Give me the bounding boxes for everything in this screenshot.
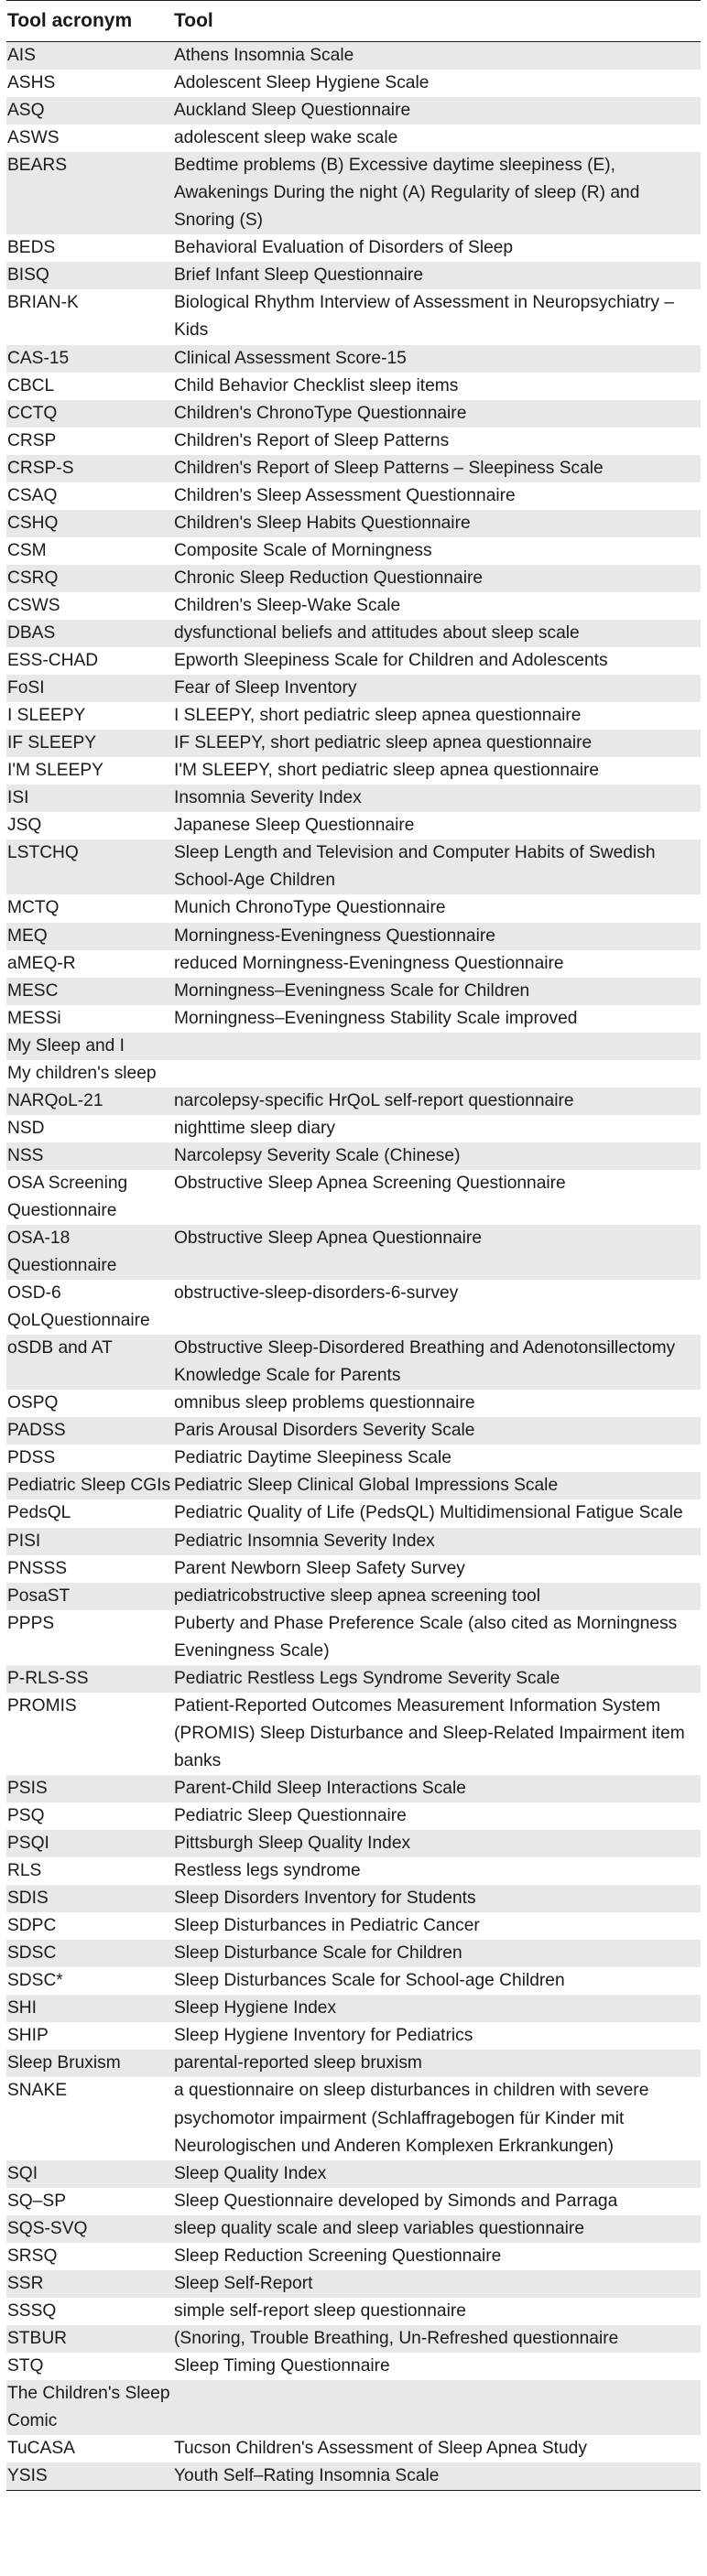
cell-tool: Auckland Sleep Questionnaire — [174, 101, 411, 121]
cell-acronym: PosaST — [7, 1586, 71, 1606]
cell-tool: Sleep Length and Television and Computer Habits of Swedish School-Age Children — [174, 843, 656, 891]
table-row — [6, 2380, 701, 2435]
table-row — [6, 1005, 701, 1033]
table-row — [6, 2022, 701, 2050]
cell-acronym: CSM — [7, 540, 47, 560]
cell-tool: Sleep Hygiene Inventory for Pediatrics — [174, 2026, 473, 2046]
cell-tool: Children's Sleep Assessment Questionnaire — [174, 485, 516, 505]
cell-tool: Children's Report of Sleep Patterns – Sleepiness Scale — [174, 458, 604, 478]
table-row — [6, 1390, 701, 1417]
cell-acronym: STBUR — [7, 2328, 68, 2348]
table-row — [6, 1775, 701, 1802]
cell-acronym: PROMIS — [7, 1695, 77, 1716]
table-row — [6, 2160, 701, 2188]
table-row — [6, 97, 701, 124]
cell-tool: I'M SLEEPY, short pediatric sleep apnea questionnaire — [174, 761, 600, 781]
cell-acronym: BEDS — [7, 238, 56, 258]
cell-acronym: IF SLEEPY — [7, 733, 97, 753]
table-row — [6, 124, 701, 152]
cell-tool: Pediatric Daytime Sleepiness Scale — [174, 1448, 451, 1468]
cell-tool: Fear of Sleep Inventory — [174, 678, 357, 698]
cell-acronym: CRSP-S — [7, 458, 74, 478]
cell-tool: Sleep Self-Report — [174, 2273, 313, 2293]
cell-acronym: My children's sleep — [7, 1063, 157, 1083]
cell-acronym: STQ — [7, 2355, 44, 2376]
cell-tool: adolescent sleep wake scale — [174, 128, 398, 148]
table-row — [6, 757, 701, 785]
table-row — [6, 1088, 701, 1115]
cell-tool: Parent-Child Sleep Interactions Scale — [174, 1778, 466, 1798]
cell-acronym: Pediatric Sleep CGIs — [7, 1476, 171, 1496]
table-row — [6, 785, 701, 812]
cell-tool: a questionnaire on sleep disturbances in children with severe psychomotor impairment (Schlaffragebogen für Kinder mit Neurologischen und Anderen Komplexen Erkrankungen) — [174, 2081, 649, 2156]
cell-tool: Behavioral Evaluation of Disorders of Sleep — [174, 238, 514, 258]
table-row — [6, 1417, 701, 1445]
cell-tool: Epworth Sleepiness Scale for Children and Adolescents — [174, 651, 608, 671]
table-row — [6, 345, 701, 373]
table-row — [6, 289, 701, 344]
cell-tool: Clinical Assessment Score-15 — [174, 348, 407, 368]
cell-acronym: SDIS — [7, 1889, 49, 1909]
table-row — [6, 1170, 701, 1225]
cell-tool: simple self-report sleep questionnaire — [174, 2300, 466, 2321]
table-row — [6, 620, 701, 647]
cell-acronym: CSWS — [7, 595, 60, 615]
cell-tool: Sleep Disturbance Scale for Children — [174, 1943, 462, 1964]
cell-acronym: aMEQ-R — [7, 953, 76, 973]
cell-acronym: SQ–SP — [7, 2191, 66, 2211]
cell-tool: Tucson Children's Assessment of Sleep Apnea Study — [174, 2439, 587, 2459]
table-row — [6, 42, 701, 70]
table-row — [6, 950, 701, 978]
cell-acronym: NSS — [7, 1145, 44, 1165]
cell-acronym: P-RLS-SS — [7, 1668, 89, 1688]
table-row — [6, 2353, 701, 2380]
table-row — [6, 2215, 701, 2243]
table-row — [6, 839, 701, 894]
cell-tool: Child Behavior Checklist sleep items — [174, 375, 459, 395]
cell-tool: Sleep Disorders Inventory for Students — [174, 1889, 476, 1909]
cell-tool: Sleep Hygiene Index — [174, 1998, 337, 2019]
cell-acronym: OSD-6 QoLQuestionnaire — [7, 1283, 150, 1331]
table-row — [6, 1967, 701, 1995]
cell-acronym: ISI — [7, 788, 29, 808]
cell-acronym: BISQ — [7, 265, 49, 286]
table-row — [6, 2050, 701, 2077]
table-row — [6, 730, 701, 757]
table-row — [6, 1528, 701, 1555]
cell-acronym: MESC — [7, 980, 59, 1001]
cell-acronym: CSAQ — [7, 485, 58, 505]
cell-tool: sleep quality scale and sleep variables questionnaire — [174, 2218, 584, 2238]
cell-tool: Restless legs syndrome — [174, 1861, 361, 1881]
table-row — [6, 2188, 701, 2215]
table-row — [6, 1885, 701, 1912]
cell-acronym: PNSSS — [7, 1558, 68, 1578]
table-row — [6, 2243, 701, 2270]
cell-acronym: PedsQL — [7, 1503, 71, 1523]
cell-acronym: BEARS — [7, 156, 68, 176]
cell-acronym: ASQ — [7, 101, 45, 121]
cell-tool: Japanese Sleep Questionnaire — [174, 816, 415, 836]
cell-tool: Sleep Quality Index — [174, 2163, 327, 2183]
cell-tool: dysfunctional beliefs and attitudes about sleep scale — [174, 622, 580, 643]
bottom-rule — [6, 2490, 701, 2491]
cell-acronym: JSQ — [7, 816, 42, 836]
cell-tool: Pittsburgh Sleep Quality Index — [174, 1834, 411, 1854]
cell-tool: Youth Self–Rating Insomnia Scale — [174, 2466, 440, 2486]
cell-acronym: NARQoL-21 — [7, 1090, 103, 1110]
cell-acronym: SDPC — [7, 1916, 57, 1936]
cell-tool: Children's Report of Sleep Patterns — [174, 430, 450, 450]
cell-tool: Obstructive Sleep Apnea Screening Questionnaire — [174, 1173, 566, 1193]
cell-acronym: LSTCHQ — [7, 843, 79, 863]
table-row — [6, 1280, 701, 1335]
table-header — [6, 1, 701, 41]
cell-acronym: PISI — [7, 1531, 41, 1551]
cell-acronym: MCTQ — [7, 898, 60, 918]
table-row — [6, 152, 701, 234]
table-row — [6, 1060, 701, 1088]
cell-tool: Obstructive Sleep-Disordered Breathing and Adenotonsillectomy Knowledge Scale for Parents — [174, 1338, 676, 1386]
cell-acronym: PADSS — [7, 1421, 66, 1441]
table-row — [6, 1830, 701, 1857]
table-row — [6, 1610, 701, 1665]
cell-acronym: ASWS — [7, 128, 60, 148]
cell-acronym: NSD — [7, 1118, 45, 1138]
table-row — [6, 894, 701, 922]
cell-tool: Puberty and Phase Preference Scale (also cited as Morningness Eveningness Scale) — [174, 1613, 678, 1661]
cell-tool: Brief Infant Sleep Questionnaire — [174, 265, 423, 286]
cell-acronym: YSIS — [7, 2466, 48, 2486]
cell-acronym: SHIP — [7, 2026, 49, 2046]
cell-tool: Chronic Sleep Reduction Questionnaire — [174, 568, 484, 588]
table-row — [6, 2270, 701, 2298]
table-row — [6, 400, 701, 428]
cell-tool: IF SLEEPY, short pediatric sleep apnea questionnaire — [174, 733, 593, 753]
cell-tool: nighttime sleep diary — [174, 1118, 335, 1138]
table-row — [6, 647, 701, 675]
table-row — [6, 1912, 701, 1940]
cell-tool: Sleep Reduction Screening Questionnaire — [174, 2246, 502, 2266]
cell-acronym: SQI — [7, 2163, 38, 2183]
cell-tool: Children's Sleep-Wake Scale — [174, 595, 401, 615]
table-row — [6, 565, 701, 592]
table-row — [6, 2325, 701, 2353]
cell-acronym: SQS-SVQ — [7, 2218, 88, 2238]
cell-tool: Pediatric Restless Legs Syndrome Severity Scale — [174, 1668, 560, 1688]
cell-tool: Morningness–Eveningness Stability Scale improved — [174, 1008, 578, 1028]
cell-acronym: CSHQ — [7, 513, 59, 533]
table-row — [6, 1583, 701, 1610]
cell-tool: Sleep Questionnaire developed by Simonds and Parraga — [174, 2191, 618, 2211]
cell-acronym: ASHS — [7, 73, 56, 93]
cell-acronym: My Sleep and I — [7, 1035, 125, 1055]
table-row — [6, 373, 701, 400]
cell-acronym: RLS — [7, 1861, 42, 1881]
table-row — [6, 1115, 701, 1142]
cell-acronym: SDSC — [7, 1943, 57, 1964]
table-row — [6, 2077, 701, 2159]
cell-tool: narcolepsy-specific HrQoL self-report questionnaire — [174, 1090, 574, 1110]
table-row — [6, 1665, 701, 1693]
cell-tool: Sleep Disturbances Scale for School-age Children — [174, 1971, 565, 1991]
cell-acronym: SSR — [7, 2273, 44, 2293]
cell-tool: (Snoring, Trouble Breathing, Un-Refreshed questionnaire — [174, 2328, 619, 2348]
cell-acronym: PPPS — [7, 1613, 55, 1633]
table-row — [6, 592, 701, 620]
table-row — [6, 2298, 701, 2325]
cell-acronym: SHI — [7, 1998, 37, 2019]
cell-tool: Pediatric Quality of Life (PedsQL) Multidimensional Fatigue Scale — [174, 1503, 683, 1523]
cell-acronym: MESSi — [7, 1008, 61, 1028]
cell-tool: Children's Sleep Habits Questionnaire — [174, 513, 471, 533]
table-row — [6, 234, 701, 262]
cell-tool: Munich ChronoType Questionnaire — [174, 898, 446, 918]
table-row — [6, 812, 701, 839]
table-body — [6, 42, 701, 2490]
table-row — [6, 455, 701, 482]
cell-tool: Pediatric Sleep Clinical Global Impressions Scale — [174, 1476, 559, 1496]
table-row — [6, 482, 701, 510]
table-row — [6, 510, 701, 537]
table-row — [6, 1499, 701, 1527]
cell-acronym: MEQ — [7, 925, 48, 946]
cell-acronym: Sleep Bruxism — [7, 2053, 121, 2073]
cell-acronym: ESS-CHAD — [7, 651, 99, 671]
table-row — [6, 1940, 701, 1967]
cell-acronym: The Children's Sleep Comic — [7, 2383, 170, 2431]
table-row — [6, 675, 701, 702]
table-row — [6, 1555, 701, 1583]
cell-acronym: AIS — [7, 46, 36, 65]
cell-acronym: BRIAN-K — [7, 293, 79, 313]
cell-acronym: FoSI — [7, 678, 45, 698]
header-tool: Tool — [174, 10, 213, 31]
cell-tool: Narcolepsy Severity Scale (Chinese) — [174, 1145, 461, 1165]
cell-tool: Pediatric Insomnia Severity Index — [174, 1531, 435, 1551]
cell-acronym: CRSP — [7, 430, 57, 450]
cell-acronym: PSQI — [7, 1834, 49, 1854]
cell-tool: Children's ChronoType Questionnaire — [174, 403, 467, 423]
cell-acronym: OSA Screening Questionnaire — [7, 1173, 128, 1220]
cell-tool: parental-reported sleep bruxism — [174, 2053, 422, 2073]
cell-acronym: CCTQ — [7, 403, 58, 423]
table-row — [6, 1033, 701, 1060]
cell-tool: Insomnia Severity Index — [174, 788, 362, 808]
cell-tool: omnibus sleep problems questionnaire — [174, 1393, 475, 1413]
table-row — [6, 702, 701, 730]
cell-acronym: CSRQ — [7, 568, 59, 588]
table-row — [6, 1802, 701, 1830]
cell-acronym: CAS-15 — [7, 348, 70, 368]
cell-acronym: PSQ — [7, 1806, 45, 1825]
table-row — [6, 1142, 701, 1170]
cell-tool: reduced Morningness-Eveningness Questionnaire — [174, 953, 564, 973]
cell-tool: Adolescent Sleep Hygiene Scale — [174, 73, 430, 93]
table-row — [6, 428, 701, 455]
table-row — [6, 2435, 701, 2462]
cell-tool: obstructive-sleep-disorders-6-survey — [174, 1283, 459, 1304]
cell-tool: Pediatric Sleep Questionnaire — [174, 1806, 407, 1825]
cell-acronym: OSA-18 Questionnaire — [7, 1228, 117, 1276]
table-row — [6, 1857, 701, 1885]
cell-tool: Paris Arousal Disorders Severity Scale — [174, 1421, 475, 1441]
table-row — [6, 1225, 701, 1280]
cell-tool: Sleep Disturbances in Pediatric Cancer — [174, 1916, 480, 1936]
cell-acronym: SNAKE — [7, 2081, 68, 2101]
table-row — [6, 70, 701, 97]
table-row — [6, 1445, 701, 1472]
table-row — [6, 1335, 701, 1390]
table-row — [6, 1693, 701, 1775]
cell-tool: Morningness-Eveningness Questionnaire — [174, 925, 495, 946]
cell-tool: Morningness–Eveningness Scale for Children — [174, 980, 530, 1001]
header-acronym: Tool acronym — [7, 10, 133, 31]
cell-acronym: I SLEEPY — [7, 706, 86, 726]
cell-acronym: SDSC* — [7, 1971, 63, 1991]
cell-tool: Composite Scale of Morningness — [174, 540, 432, 560]
cell-acronym: I'M SLEEPY — [7, 761, 103, 781]
cell-acronym: TuCASA — [7, 2439, 75, 2459]
table-row — [6, 923, 701, 950]
table-row — [6, 1995, 701, 2022]
cell-acronym: PDSS — [7, 1448, 56, 1468]
table-row — [6, 262, 701, 289]
table-row — [6, 2462, 701, 2490]
cell-tool: Biological Rhythm Interview of Assessment in Neuropsychiatry – Kids — [174, 293, 675, 341]
cell-acronym: SRSQ — [7, 2246, 58, 2266]
cell-tool: Patient-Reported Outcomes Measurement Information System (PROMIS) Sleep Disturbance and Sleep-Related Impairment item banks — [174, 1695, 685, 1770]
cell-acronym: PSIS — [7, 1778, 48, 1798]
cell-acronym: OSPQ — [7, 1393, 59, 1413]
cell-acronym: SSSQ — [7, 2300, 57, 2321]
cell-acronym: CBCL — [7, 375, 55, 395]
cell-tool: I SLEEPY, short pediatric sleep apnea questionnaire — [174, 706, 582, 726]
cell-acronym: DBAS — [7, 622, 56, 643]
cell-tool: Athens Insomnia Scale — [174, 46, 354, 65]
cell-tool: Bedtime problems (B) Excessive daytime sleepiness (E), Awakenings During the night (A) Regularity of sleep (R) and Snoring (S) — [174, 156, 640, 231]
cell-tool: Obstructive Sleep Apnea Questionnaire — [174, 1228, 482, 1249]
cell-acronym: oSDB and AT — [7, 1338, 113, 1358]
cell-tool: Sleep Timing Questionnaire — [174, 2355, 390, 2376]
table-row — [6, 978, 701, 1005]
cell-tool: pediatricobstructive sleep apnea screening tool — [174, 1586, 540, 1606]
table-row — [6, 537, 701, 565]
table-row — [6, 1472, 701, 1499]
cell-tool: Parent Newborn Sleep Safety Survey — [174, 1558, 465, 1578]
